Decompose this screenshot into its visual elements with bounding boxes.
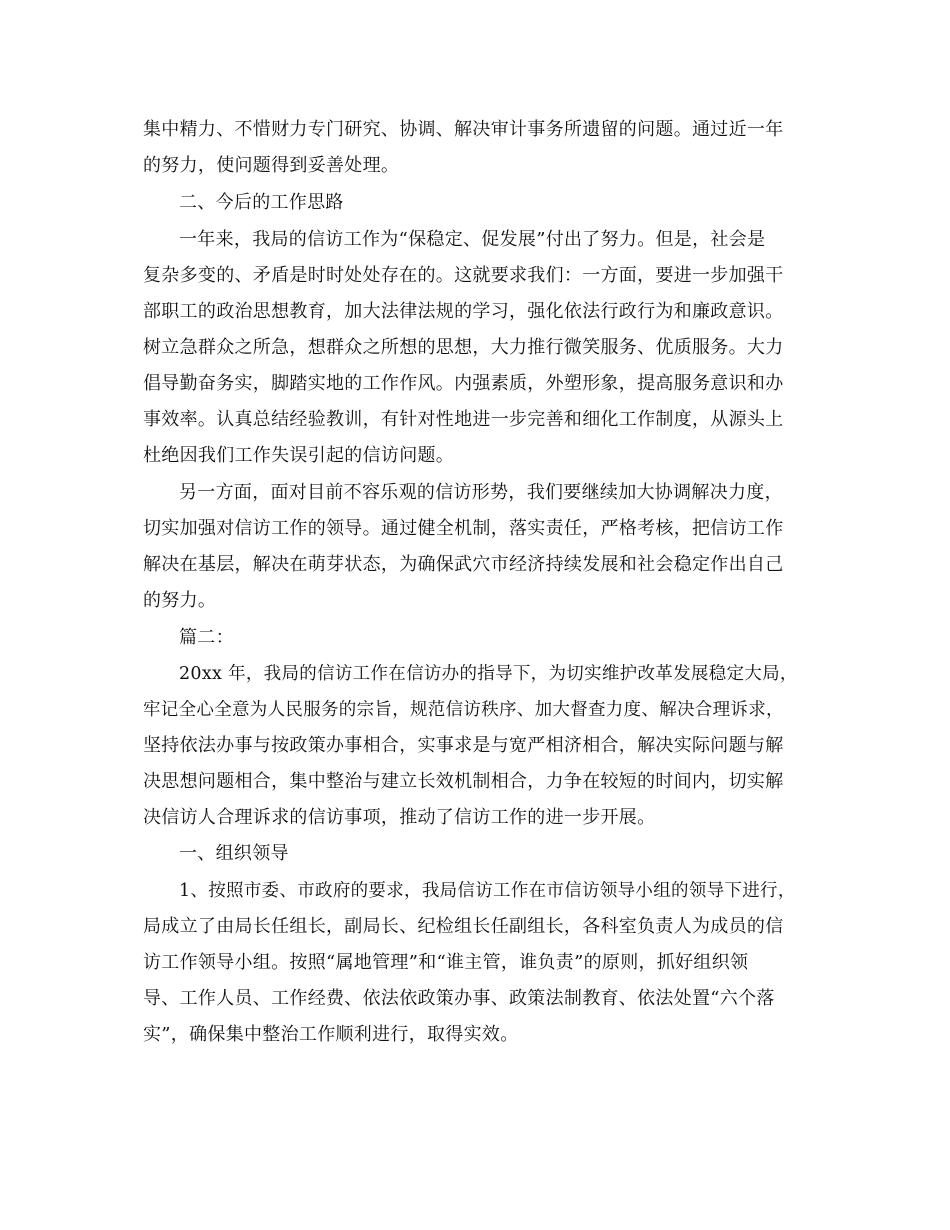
section-heading: 一、组织领导: [179, 843, 289, 864]
text-line: 倡导勤奋务实，脚踏实地的工作作风。内强素质，外塑形象，提高服务意识和办: [143, 373, 784, 394]
text-line: 杜绝因我们工作失误引起的信访问题。: [143, 445, 455, 466]
section-heading: 篇二：: [179, 627, 234, 648]
text-line: 树立急群众之所急，想群众之所想的思想，大力推行微笑服务、优质服务。大力: [143, 337, 784, 358]
text-line: 访工作领导小组。按照“属地管理”和“谁主管，谁负责”的原则，抓好组织领: [143, 952, 749, 973]
text-line: 事效率。认真总结经验教训，有针对性地进一步完善和细化工作制度，从源头上: [143, 409, 784, 430]
text-line: 切实加强对信访工作的领导。通过健全机制，落实责任，严格考核，把信访工作: [143, 518, 784, 539]
text-line: 实”，确保集中整治工作顺利进行，取得实效。: [143, 1024, 519, 1045]
text-line: 解决在基层，解决在萌芽状态，为确保武穴市经济持续发展和社会稳定作出自己: [143, 554, 784, 575]
text-line: 的努力，使问题得到妥善处理。: [143, 155, 400, 176]
text-line: 局成立了由局长任组长，副局长、纪检组长任副组长，各科室负责人为成员的信: [143, 916, 784, 937]
text-line: 决思想问题相合，集中整治与建立长效机制相合，力争在较短的时间内，切实解: [143, 771, 784, 792]
text-line: 一年来，我局的信访工作为“保稳定、促发展”付出了努力。但是，社会是: [179, 229, 766, 250]
text-line: 导、工作人员、工作经费、依法依政策办事、政策法制教育、依法处置“六个落: [143, 988, 775, 1009]
text-line: 决信访人合理诉求的信访事项，推动了信访工作的进一步开展。: [143, 807, 656, 828]
text-line: 1、按照市委、市政府的要求，我局信访工作在市信访领导小组的领导下进行，: [179, 881, 796, 901]
section-heading: 二、今后的工作思路: [179, 192, 344, 213]
text-line: 集中精力、不惜财力专门研究、协调、解决审计事务所遗留的问题。通过近一年: [143, 119, 784, 140]
text-line: 部职工的政治思想教育，加大法律法规的学习，强化依法行政行为和廉政意识。: [143, 301, 784, 322]
text-line: 的努力。: [143, 590, 217, 611]
text-line: 牢记全心全意为人民服务的宗旨，规范信访秩序、加大督查力度、解决合理诉求，: [143, 700, 784, 720]
text-line: 坚持依法办事与按政策办事相合，实事求是与宽严相济相合，解决实际问题与解: [143, 735, 784, 756]
text-line: 另一方面，面对目前不容乐观的信访形势，我们要继续加大协调解决力度，: [179, 482, 783, 503]
text-line: 复杂多变的、矛盾是时时处处存在的。这就要求我们：一方面，要进一步加强干: [143, 265, 784, 286]
text-line: 20xx 年，我局的信访工作在信访办的指导下，为切实维护改革发展稳定大局，: [179, 664, 798, 684]
